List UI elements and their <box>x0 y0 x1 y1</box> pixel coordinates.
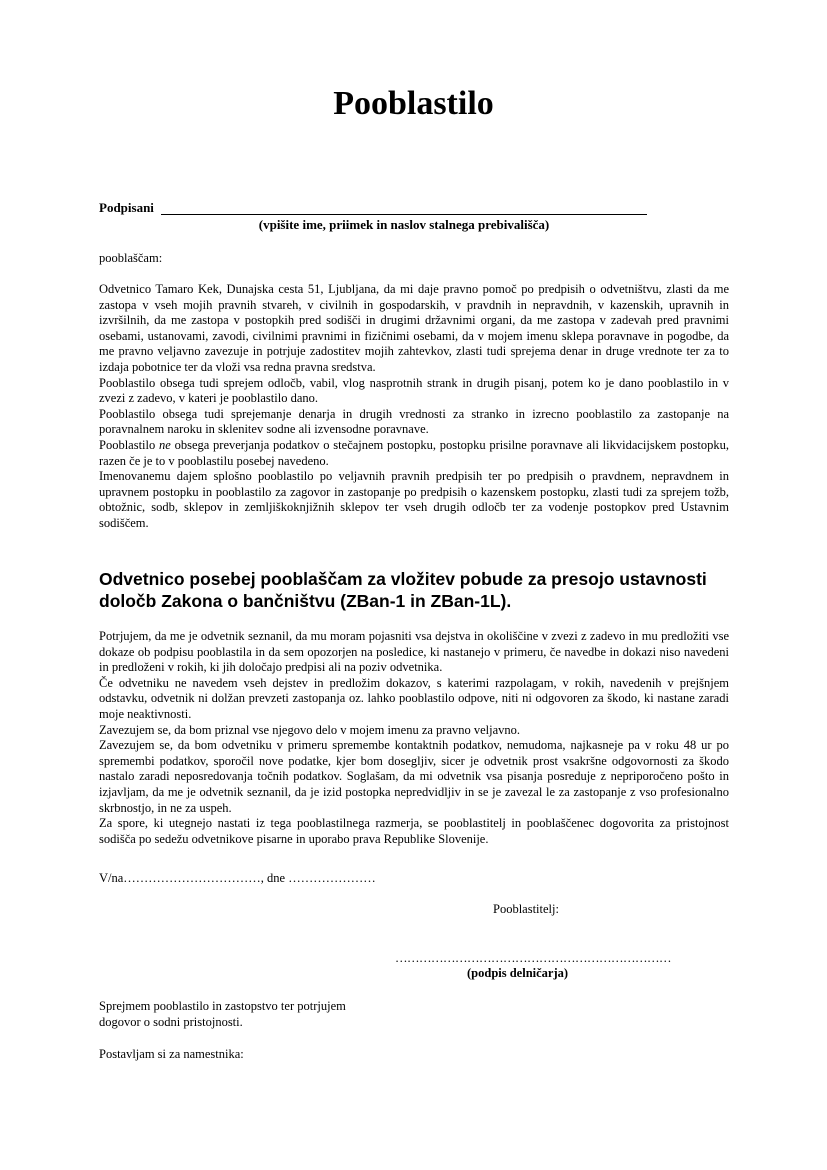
paragraph: Pooblastilo obsega tudi sprejemanje denarja in drugih vrednosti za stranko in izrecno pooblastilo za zastopanje na poravnalnem naroku in sklenitev sodne ali izvensodne poravnave. <box>99 406 729 437</box>
deputy-label: Postavljam si za namestnika: <box>99 1047 244 1061</box>
paragraph: Odvetnico Tamaro Kek, Dunajska cesta 51, Ljubljana, da mi daje pravno pomoč po predpisih o odvetništvu, zlasti da me zastopa v vseh mojih pravnih stvareh, v civilnih in gospodarskih, v pravdnih in nepravdnih, v kazenskih, upravnih in izvršilnih, da me zastopa v postopkih pred sodišči in drugimi državnimi organi, da me zastopa v zadevah pred pravnimi osebami, ustanovami, zavodi, civilnimi pravnimi in fizičnimi osebami, da v mojem imenu sklepa poravnave in pogodbe, da me pravno veljavno zavezuje in potrjuje zadostitev mojih zahtevkov, zlasti tudi sprejema denar in druge vrednote ter za to izdaja pobotnice ter da vloži vsa redna pravna sredstva. <box>99 282 729 374</box>
paragraph: Zavezujem se, da bom odvetniku v primeru spremembe kontaktnih podatkov, nemudoma, najkasneje pa v roku 48 ur po spremembi podatkov, sporočil nove podatke, kjer bom dosegljiv, sicer je odvetnik prost vsakršne odgovornosti za škodo nastalo zaradi neposredovanja točnih podatkov. Soglašam, da mi odvetnik vsa pisanja posreduje z nepriporočeno pošto in izjavljam, da me je odvetnik seznanil, da je izid postopka nepredvidljiv in se je zavezal le za zastopanje z vso profesionalno skrbnostjo, in ne za uspeh. <box>99 738 729 815</box>
signed-label: Podpisani <box>99 200 154 215</box>
authorization-scope <box>99 282 729 532</box>
paragraph-text: Pooblastilo <box>99 437 160 452</box>
paragraph <box>99 438 729 469</box>
acceptance-text-line2: dogovor o sodni pristojnosti. <box>99 1015 243 1029</box>
document-title: Pooblastilo <box>333 85 494 122</box>
special-authorization-heading: Odvetnico posebej pooblaščam za vložitev pobude za presojo ustavnosti določb Zakona o bančništvu (ZBan-1 in ZBan-1L). <box>99 569 707 611</box>
signature-line: …………………………………………………………… <box>395 951 671 965</box>
paragraph: Če odvetniku ne navedem vseh dejstev in predložim dokazov, s katerimi razpolagam, v rokih, navedenih v prejšnjem odstavku, odvetnik ni dolžan prevzeti zastopanja oz. lahko pooblastilo odpove, niti ni odgovoren za škodo, ki nastane zaradi moje neaktivnosti. <box>99 675 729 721</box>
paragraph: Za spore, ki utegnejo nastati iz tega pooblastilnega razmerja, se pooblastitelj in pooblaščenec dogovorita za pristojnost sodišča po sedežu odvetnikove pisarne in uporabo prava Republike Slovenije. <box>99 816 729 846</box>
paragraph: Pooblastilo obsega tudi sprejem odločb, vabil, vlog nasprotnih strank in drugih pisanj, potem ko je dano pooblastilo in v zvezi z zadevo, v kateri je pooblastilo dano. <box>99 375 729 406</box>
signature-label: (podpis delničarja) <box>467 966 569 980</box>
grantor-label: Pooblastitelj: <box>493 902 559 916</box>
paragraph: Potrjujem, da me je odvetnik seznanil, da mu moram pojasniti vsa dejstva in okoliščine v zvezi z zadevo in mu predložiti vse dokaze ob podpisu pooblastila in da sem opozorjen na posledice, ki nastanejo v primeru, če navedbe in dokazi niso navedeni in predloženi v rokih, ki jih določajo predpisi ali na poziv odvetnika. <box>99 629 729 675</box>
signed-hint: (vpišite ime, priimek in naslov stalnega prebivališča) <box>258 217 550 232</box>
acknowledgements <box>99 629 729 847</box>
paragraph-text: obsega preverjanja podatkov o stečajnem postopku, postopku prisilne poravnave ali likvidacijskem postopku, razen če je to v pooblastilu posebej navedeno. <box>99 437 729 468</box>
authorize-text: pooblaščam: <box>99 251 163 265</box>
paragraph: Imenovanemu dajem splošno pooblastilo po veljavnih pravnih predpisih ter po predpisih o pravdnem, nepravdnem in upravnem postopku in pooblastilo za zagovor in zastopanje po predpisih o kazenskem postopku, zlasti tudi za sprejem tožb, obtožnic, sodb, sklepov in zemljiškoknjižnih sklepov ter vseh drugih odločb ter za vodenje postopkov pred Ustavnim sodiščem. <box>99 469 729 530</box>
emphasis: ne <box>159 437 171 452</box>
place-date-line: V/na……………………………, dne ………………… <box>99 871 376 885</box>
acceptance-text-line1: Sprejmem pooblastilo in zastopstvo ter potrjujem <box>99 999 346 1013</box>
signed-name-line <box>161 214 647 215</box>
paragraph: Zavezujem se, da bom priznal vse njegovo delo v mojem imenu za pravno veljavno. <box>99 722 521 737</box>
